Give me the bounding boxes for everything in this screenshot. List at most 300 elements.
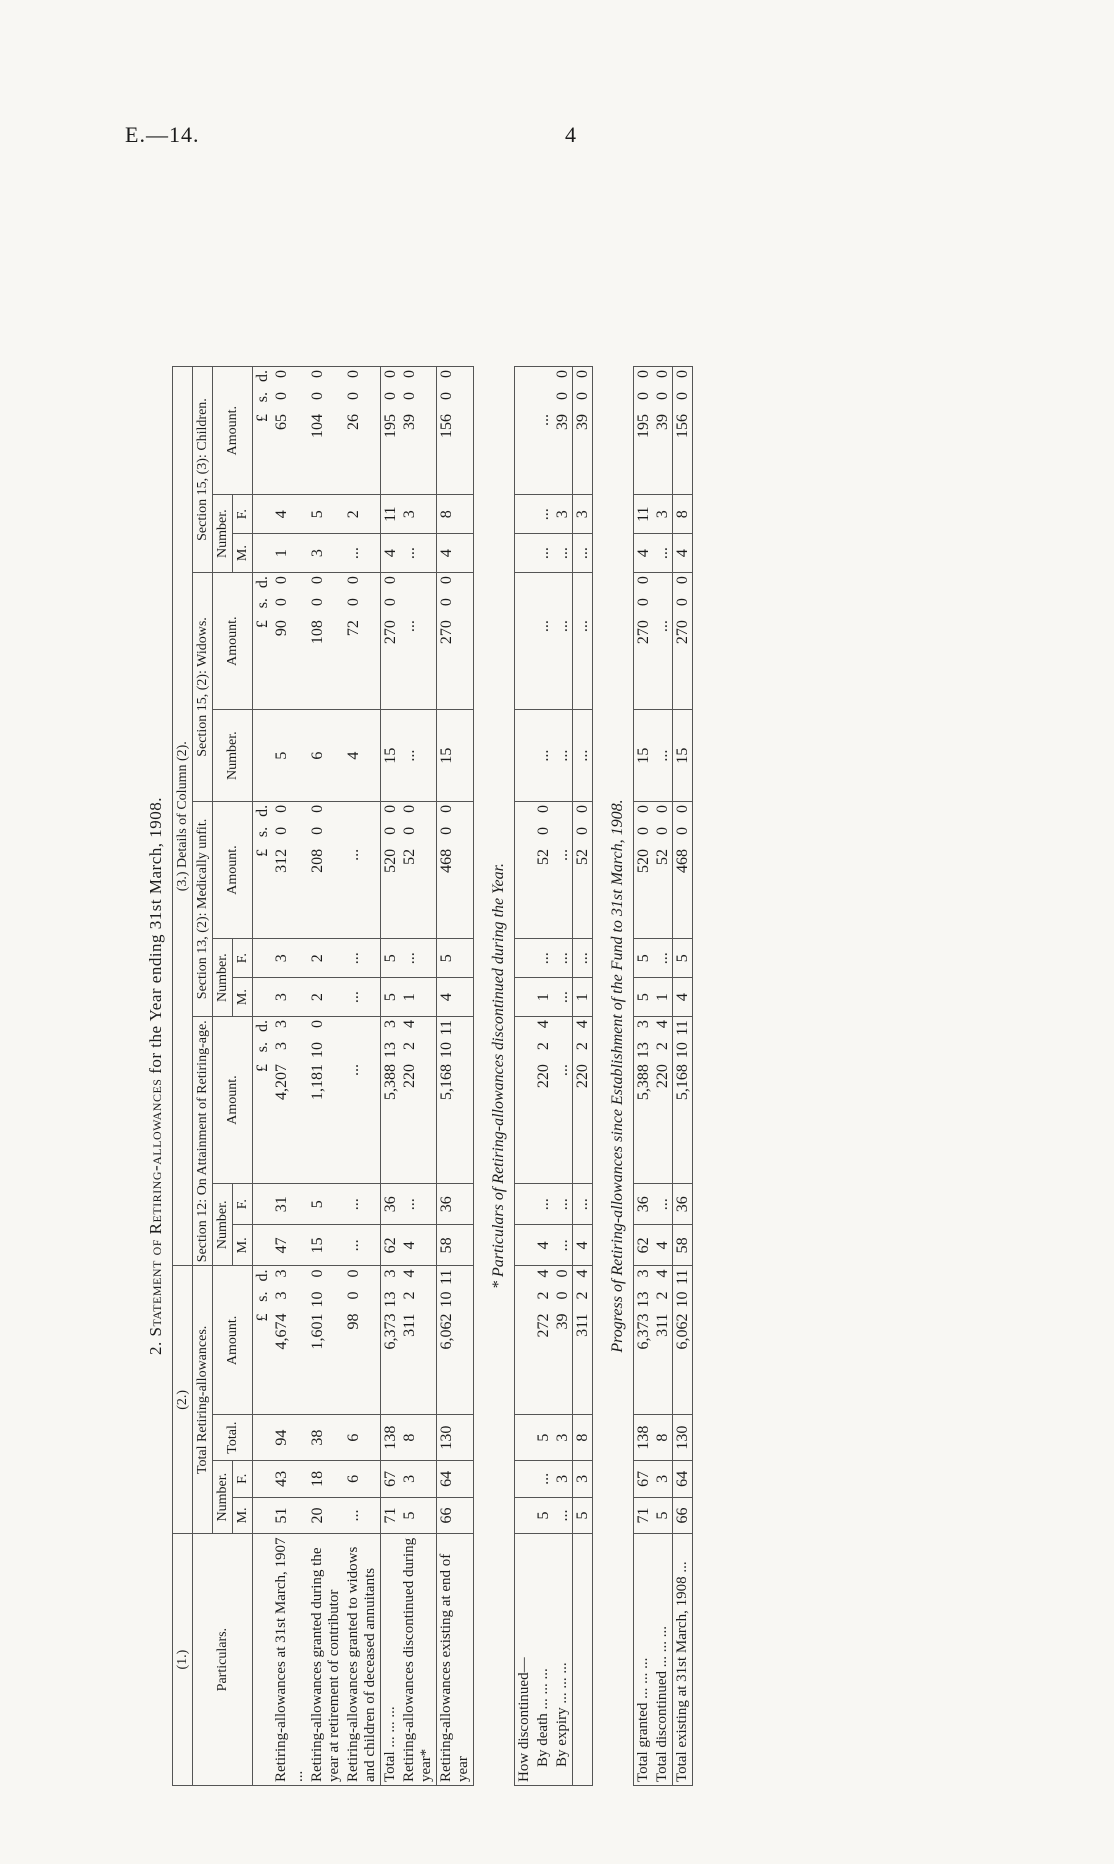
row-label: By expiry ... ... ... [553, 1534, 573, 1786]
s15c-m: ... [553, 534, 573, 573]
amount-pounds: 311 [574, 1313, 591, 1337]
s15c-amount [381, 367, 401, 495]
s12-m: 62 [634, 1225, 654, 1266]
amount-pounds: 65 [273, 414, 290, 430]
total-amount [381, 1266, 401, 1415]
amount-pounds: 208 [309, 848, 326, 873]
blank-cell [253, 1497, 273, 1534]
s12-head: Section 12: On Attainment of Retiring-age. [193, 1017, 213, 1266]
blank-cell [253, 1461, 273, 1498]
s12-f: ... [573, 1184, 593, 1225]
total-m: 5 [400, 1497, 437, 1534]
currency-units [253, 1017, 273, 1184]
total-count: 8 [400, 1415, 437, 1461]
amount-shillings: 0 [401, 392, 418, 400]
s15w-number: 15 [437, 710, 474, 802]
s13-m: 3 [272, 978, 308, 1017]
amount-shillings: 0 [674, 392, 691, 400]
s15c-f: 2 [344, 495, 381, 534]
amount-pounds: £ [254, 620, 271, 629]
blank-cell [253, 495, 273, 534]
s15w-number: ... [534, 710, 553, 802]
amount-pounds: 6,373 [382, 1313, 399, 1350]
total-amount [272, 1266, 308, 1415]
amount-pounds: 1,181 [309, 1064, 326, 1101]
s15w-amount [573, 573, 593, 710]
table-row [534, 367, 553, 1786]
amount-pounds: 108 [309, 620, 326, 645]
amount-pounds: £ [254, 1064, 271, 1073]
s15c-m: 4 [673, 534, 693, 573]
blank-cell [253, 1225, 273, 1266]
title-caps: Statement of Retiring-allowances [146, 1078, 165, 1337]
amount-pounds: 52 [401, 848, 418, 865]
table-row [381, 367, 401, 1786]
total-f: 67 [634, 1461, 654, 1498]
amount-pence: 11 [674, 1020, 691, 1036]
total-count: 5 [534, 1415, 553, 1461]
s15c-f: 5 [308, 495, 344, 534]
amount-pence: 0 [674, 370, 691, 378]
number-head: Number. [213, 939, 233, 1017]
s15w-amount [653, 573, 673, 710]
total-f: 3 [400, 1461, 437, 1498]
row-label: Total existing at 31st March, 1908 ... [673, 1534, 693, 1786]
amount-pounds: 52 [654, 848, 671, 865]
amount-pence: 4 [574, 1020, 591, 1029]
s15c-f: ... [534, 495, 553, 534]
row-label: By death ... ... ... [534, 1534, 553, 1786]
s15c-m: 3 [308, 534, 344, 573]
s15w-amount [400, 573, 437, 710]
amount-pounds: 220 [401, 1064, 418, 1089]
s13-f: ... [344, 939, 381, 978]
s13-amount [653, 801, 673, 938]
total-f: 64 [673, 1461, 693, 1498]
amount-pounds: 156 [674, 414, 691, 438]
amount-pounds: £ [254, 1313, 271, 1322]
s13-f: 5 [381, 939, 401, 978]
amount-pence: d. [254, 1020, 271, 1033]
s15c-m: 4 [437, 534, 474, 573]
amount-pence: 4 [654, 1269, 671, 1278]
total-amount [534, 1266, 553, 1415]
total-count: 138 [634, 1415, 654, 1461]
s13-amount [437, 801, 474, 938]
s12-amount [634, 1017, 654, 1184]
amount-pounds: 312 [273, 848, 290, 873]
amount-pounds: 72 [345, 620, 362, 637]
amount-shillings: 3 [273, 1042, 290, 1051]
amount-shillings: 0 [273, 826, 290, 835]
amount-pounds: ... [554, 620, 571, 633]
amount-shillings: 2 [401, 1042, 418, 1051]
s15c-m: ... [400, 534, 437, 573]
amount-shillings: 0 [309, 826, 326, 835]
amount-pence: 0 [382, 804, 399, 813]
m-head: M. [233, 534, 253, 573]
total-ra-head: Total Retiring-allowances. [193, 1266, 213, 1534]
s15w-number: ... [553, 710, 573, 802]
amount-shillings: 0 [401, 826, 418, 835]
m-head: M. [233, 1225, 253, 1266]
amount-pence: 3 [635, 1020, 652, 1029]
amount-shillings: 10 [674, 1042, 691, 1059]
amount-shillings: 0 [345, 392, 362, 400]
total-amount [573, 1266, 593, 1415]
s12-f: ... [553, 1184, 573, 1225]
s12-f: 31 [272, 1184, 308, 1225]
s12-f: ... [400, 1184, 437, 1225]
s13-m: ... [553, 978, 573, 1017]
table-row [308, 367, 344, 1786]
total-count: 38 [308, 1415, 344, 1461]
amount-pence: 0 [554, 370, 571, 378]
blank-cell [253, 1534, 273, 1786]
s13-amount [308, 801, 344, 938]
amount-pence: 0 [438, 370, 455, 378]
s12-m: 4 [653, 1225, 673, 1266]
amount-pounds: 195 [382, 414, 399, 438]
amount-pounds: ... [535, 620, 552, 633]
amount-pence: 0 [438, 576, 455, 585]
total-m: 5 [573, 1497, 593, 1534]
s15c-m: ... [653, 534, 673, 573]
total-m: ... [344, 1497, 381, 1534]
s13-m: 1 [534, 978, 553, 1017]
col-head-details: Details of Column (2). [175, 741, 190, 868]
statement-table [172, 366, 474, 1786]
amount-pence: 0 [345, 576, 362, 585]
amount-pence: 11 [438, 1269, 455, 1285]
amount-shillings: 0 [382, 826, 399, 835]
amount-pence: 0 [574, 370, 591, 378]
amount-pounds: 270 [635, 620, 652, 645]
total-f: 64 [437, 1461, 474, 1498]
amount-pence: 0 [438, 804, 455, 813]
s15c-amount [653, 367, 673, 495]
s15w-amount [308, 573, 344, 710]
amount-pence: 0 [654, 370, 671, 378]
row-label: Retiring-allowances at 31st March, 1907 ... [272, 1534, 308, 1786]
table-row [272, 367, 308, 1786]
amount-pounds: 468 [438, 848, 455, 873]
number-head: Number. [213, 710, 253, 802]
amount-shillings: 0 [574, 826, 591, 835]
amount-pounds: 311 [401, 1313, 418, 1337]
total-m: ... [553, 1497, 573, 1534]
s15c-f: 3 [400, 495, 437, 534]
amount-pence: 3 [273, 1020, 290, 1029]
amount-shillings: s. [254, 1042, 271, 1053]
currency-units [253, 1266, 273, 1415]
amount-pounds: 39 [574, 414, 591, 430]
amount-pence: 0 [382, 370, 399, 378]
s13-amount [381, 801, 401, 938]
s12-m: 4 [573, 1225, 593, 1266]
total-head: Total. [213, 1415, 253, 1461]
amount-pence: 3 [382, 1269, 399, 1278]
total-count: 8 [653, 1415, 673, 1461]
amount-pence: 0 [382, 576, 399, 585]
total-count: 6 [344, 1415, 381, 1461]
amount-pounds: 468 [674, 848, 691, 873]
s12-f: 36 [437, 1184, 474, 1225]
amount-pounds: 156 [438, 414, 455, 438]
s15w-amount [634, 573, 654, 710]
amount-pounds: 270 [382, 620, 399, 645]
s15c-amount [673, 367, 693, 495]
amount-shillings: s. [254, 1291, 271, 1302]
total-f: 6 [344, 1461, 381, 1498]
s13-f: 5 [437, 939, 474, 978]
amount-shillings: 0 [345, 1291, 362, 1300]
s15w-amount [553, 573, 573, 710]
row-label: Retiring-allowances discontinued during year* [400, 1534, 437, 1786]
amount-shillings: 10 [309, 1291, 326, 1308]
amount-pounds: 6,062 [438, 1313, 455, 1350]
s15c-f: 4 [272, 495, 308, 534]
table-row [437, 367, 474, 1786]
total-amount [553, 1266, 573, 1415]
s13-m: 1 [653, 978, 673, 1017]
s15c-f: 8 [437, 495, 474, 534]
amount-shillings: 2 [574, 1291, 591, 1300]
s12-m: ... [553, 1225, 573, 1266]
blank-cell [253, 978, 273, 1017]
s15w-amount [437, 573, 474, 710]
amount-pounds: 1,601 [309, 1313, 326, 1350]
currency-units-row [253, 367, 273, 1786]
amount-pounds: ... [574, 620, 591, 633]
s13-amount [534, 801, 553, 938]
amount-pence: 11 [438, 1020, 455, 1036]
amount-pounds: 39 [554, 1313, 571, 1330]
amount-pence: 11 [674, 1269, 691, 1285]
amount-pounds: ... [345, 1064, 362, 1077]
amount-pounds: £ [254, 848, 271, 857]
s15c-m: 4 [634, 534, 654, 573]
total-count: 8 [573, 1415, 593, 1461]
s12-amount [653, 1017, 673, 1184]
s12-f: 36 [381, 1184, 401, 1225]
total-amount [344, 1266, 381, 1415]
total-f: 3 [573, 1461, 593, 1498]
amount-head: Amount. [213, 801, 253, 938]
m-head: M. [233, 978, 253, 1017]
s15c-amount [308, 367, 344, 495]
page-number: 4 [565, 122, 576, 147]
amount-pounds: 5,168 [674, 1064, 691, 1101]
f-head: F. [233, 1184, 253, 1225]
progress-table [633, 366, 693, 1786]
s12-f: ... [653, 1184, 673, 1225]
s13-amount [573, 801, 593, 938]
amount-pence: 0 [535, 804, 552, 813]
s15c-f: 11 [381, 495, 401, 534]
total-f: ... [534, 1461, 553, 1498]
amount-shillings: 0 [438, 826, 455, 835]
s15c-amount [634, 367, 654, 495]
amount-pounds: 270 [674, 620, 691, 645]
amount-shillings: 0 [554, 1291, 571, 1300]
blank-cell [253, 939, 273, 978]
total-count: 130 [673, 1415, 693, 1461]
amount-pence: 0 [574, 804, 591, 813]
amount-pounds: 195 [635, 414, 652, 438]
amount-pence: 4 [654, 1020, 671, 1029]
s13-f: ... [573, 939, 593, 978]
s15w-number: 15 [381, 710, 401, 802]
row-label: Total granted ... ... ... [634, 1534, 654, 1786]
amount-pence: d. [254, 576, 271, 589]
total-amount [673, 1266, 693, 1415]
s15w-amount [673, 573, 693, 710]
amount-pence: 0 [273, 370, 290, 378]
s15c-f: 8 [673, 495, 693, 534]
s15w-number: ... [573, 710, 593, 802]
row-label: Total ... ... ... [381, 1534, 401, 1786]
s15c-head: Section 15, (3): Children. [193, 367, 213, 573]
s15w-number: 6 [308, 710, 344, 802]
s12-m: ... [344, 1225, 381, 1266]
amount-shillings: 0 [309, 392, 326, 400]
amount-shillings: 2 [535, 1291, 552, 1300]
amount-shillings: 0 [635, 826, 652, 835]
amount-pounds: ... [554, 1064, 571, 1077]
s12-f: 5 [308, 1184, 344, 1225]
table-row [573, 367, 593, 1786]
amount-shillings: 0 [574, 392, 591, 400]
amount-pence: 0 [309, 370, 326, 378]
col-head-1: (1.) [173, 1534, 193, 1786]
total-m: 71 [381, 1497, 401, 1534]
s13-amount [344, 801, 381, 938]
amount-shillings: 0 [273, 392, 290, 400]
s12-f: 36 [634, 1184, 654, 1225]
amount-pence: 0 [309, 804, 326, 813]
total-f: 3 [553, 1461, 573, 1498]
s13-head: Section 13, (2): Medically unfit. [193, 801, 213, 1016]
f-head: F. [233, 1461, 253, 1498]
s13-f: 3 [272, 939, 308, 978]
amount-pence: 4 [401, 1020, 418, 1029]
amount-pounds: 26 [345, 414, 362, 430]
amount-pence: 4 [401, 1269, 418, 1278]
total-count: 130 [437, 1415, 474, 1461]
s15c-f: 3 [573, 495, 593, 534]
table-row [344, 367, 381, 1786]
amount-pounds: £ [254, 414, 271, 422]
table-row [673, 367, 693, 1786]
amount-shillings: 10 [438, 1291, 455, 1308]
amount-pence: 0 [401, 370, 418, 378]
number-head: Number. [213, 495, 233, 573]
total-m: 51 [272, 1497, 308, 1534]
amount-shillings: 2 [401, 1291, 418, 1300]
amount-head: Amount. [213, 1266, 253, 1415]
s15c-f: 11 [634, 495, 654, 534]
amount-pence: 3 [382, 1020, 399, 1029]
s13-amount [553, 801, 573, 938]
s13-m: ... [344, 978, 381, 1017]
s15c-m: ... [534, 534, 553, 573]
amount-shillings: 0 [309, 598, 326, 607]
amount-pounds: ... [554, 848, 571, 861]
total-f: 67 [381, 1461, 401, 1498]
amount-pounds: 5,168 [438, 1064, 455, 1101]
blank-cell [253, 1415, 273, 1461]
total-f: 3 [653, 1461, 673, 1498]
amount-pence: 4 [535, 1020, 552, 1029]
amount-shillings: 0 [554, 392, 571, 400]
amount-pounds: 39 [654, 414, 671, 430]
amount-pounds: 52 [535, 848, 552, 865]
s15w-amount [534, 573, 553, 710]
s15c-amount [272, 367, 308, 495]
s13-f: ... [553, 939, 573, 978]
total-m: 5 [653, 1497, 673, 1534]
amount-shillings: 0 [438, 392, 455, 400]
total-m: 66 [437, 1497, 474, 1534]
amount-shillings: 2 [654, 1291, 671, 1300]
table-row [653, 367, 673, 1786]
amount-pence: 0 [635, 576, 652, 585]
s15c-amount [437, 367, 474, 495]
s13-amount [272, 801, 308, 938]
total-amount [634, 1266, 654, 1415]
amount-pounds: 520 [635, 848, 652, 873]
s15w-amount [381, 573, 401, 710]
amount-pence: 0 [401, 804, 418, 813]
s13-f: 5 [673, 939, 693, 978]
m-head: M. [233, 1497, 253, 1534]
table-row [400, 367, 437, 1786]
amount-pounds: 104 [309, 414, 326, 438]
amount-shillings: 10 [309, 1042, 326, 1059]
amount-pounds: ... [535, 414, 552, 426]
amount-pounds: 90 [273, 620, 290, 637]
amount-shillings: 0 [635, 598, 652, 607]
amount-shillings: 0 [674, 598, 691, 607]
amount-pence: 0 [654, 804, 671, 813]
s13-amount [673, 801, 693, 938]
title-number: 2. [146, 1341, 165, 1355]
total-m: 66 [673, 1497, 693, 1534]
col-head-3 [173, 367, 193, 1266]
amount-pounds: 520 [382, 848, 399, 873]
total-amount [308, 1266, 344, 1415]
number-head: Number. [213, 1461, 233, 1534]
amount-shillings: s. [254, 392, 271, 403]
s15c-f: 3 [653, 495, 673, 534]
col-head-3-num: (3.) [175, 871, 190, 892]
amount-pounds: 5,388 [635, 1064, 652, 1101]
s12-f: ... [344, 1184, 381, 1225]
s13-f: 5 [634, 939, 654, 978]
table-row [553, 367, 573, 1786]
s15w-amount [272, 573, 308, 710]
row-label: Retiring-allowances granted to widows and children of deceased annuitants [344, 1534, 381, 1786]
amount-pounds: ... [654, 620, 671, 633]
amount-pence: 0 [554, 1269, 571, 1278]
row-label: Retiring-allowances granted during the year at retirement of contributor [308, 1534, 344, 1786]
s12-amount [534, 1017, 553, 1184]
s15c-amount [534, 367, 553, 495]
amount-shillings: 13 [635, 1291, 652, 1308]
amount-pence: 3 [273, 1269, 290, 1278]
amount-pounds: 220 [654, 1064, 671, 1089]
